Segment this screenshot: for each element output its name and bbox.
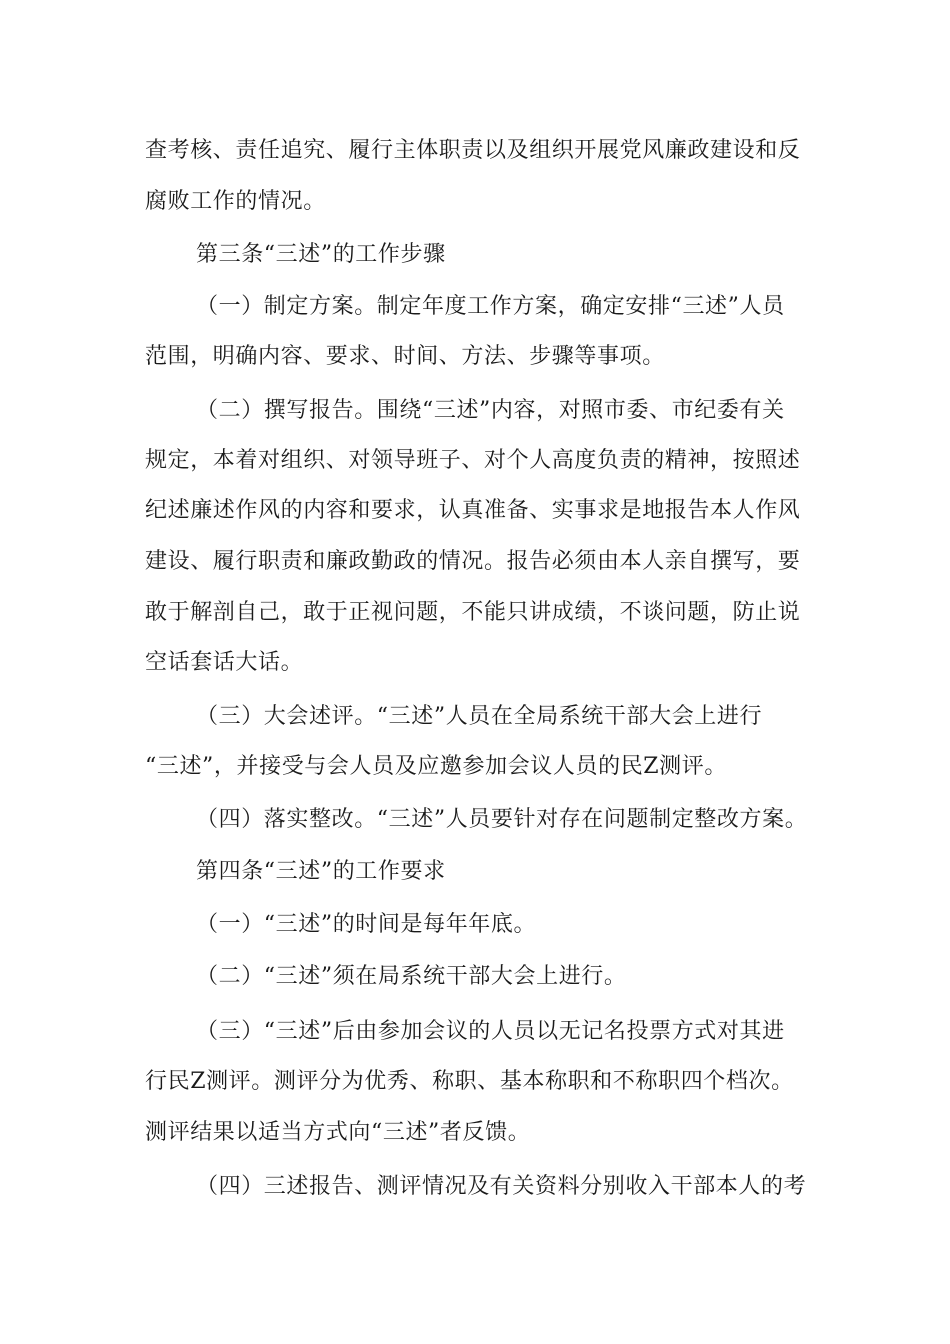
text-line: （四）三述报告、测评情况及有关资料分别收入干部本人的考: [196, 1174, 807, 1199]
text-line: （二）撰写报告。围绕“三述”内容，对照市委、市纪委有关: [196, 398, 785, 423]
text-line: 行民Z测评。测评分为优秀、称职、基本称职和不称职四个档次。: [145, 1069, 794, 1094]
text-line: 纪述廉述作风的内容和要求，认真准备、实事求是地报告本人作风: [145, 498, 801, 523]
text-line: （二）“三述”须在局系统干部大会上进行。: [196, 964, 627, 989]
section-heading: 第四条“三述”的工作要求: [196, 859, 446, 884]
text-line: （四）落实整改。“三述”人员要针对存在问题制定整改方案。: [196, 807, 808, 832]
text-line: 范围，明确内容、要求、时间、方法、步骤等事项。: [145, 344, 665, 369]
text-line: 空话套话大话。: [145, 650, 304, 675]
text-line: 规定，本着对组织、对领导班子、对个人高度负责的精神，按照述: [145, 448, 801, 473]
section-heading: 第三条“三述”的工作步骤: [196, 242, 446, 267]
text-line: （一）“三述”的时间是每年年底。: [196, 912, 537, 937]
text-line: 腐败工作的情况。: [145, 189, 326, 214]
text-line: “三述”，并接受与会人员及应邀参加会议人员的民Z测评。: [145, 754, 727, 779]
text-line: 测评结果以适当方式向“三述”者反馈。: [145, 1120, 531, 1145]
text-line: （一）制定方案。制定年度工作方案，确定安排“三述”人员: [196, 294, 785, 319]
text-line: 查考核、责任追究、履行主体职责以及组织开展党风廉政建设和反: [145, 138, 801, 163]
text-line: （三）“三述”后由参加会议的人员以无记名投票方式对其进: [196, 1019, 785, 1044]
text-line: 敢于解剖自己，敢于正视问题，不能只讲成绩，不谈问题，防止说: [145, 600, 801, 625]
text-line: （三）大会述评。“三述”人员在全局系统干部大会上进行: [196, 704, 763, 729]
text-line: 建设、履行职责和廉政勤政的情况。报告必须由本人亲自撰写，要: [145, 549, 801, 574]
